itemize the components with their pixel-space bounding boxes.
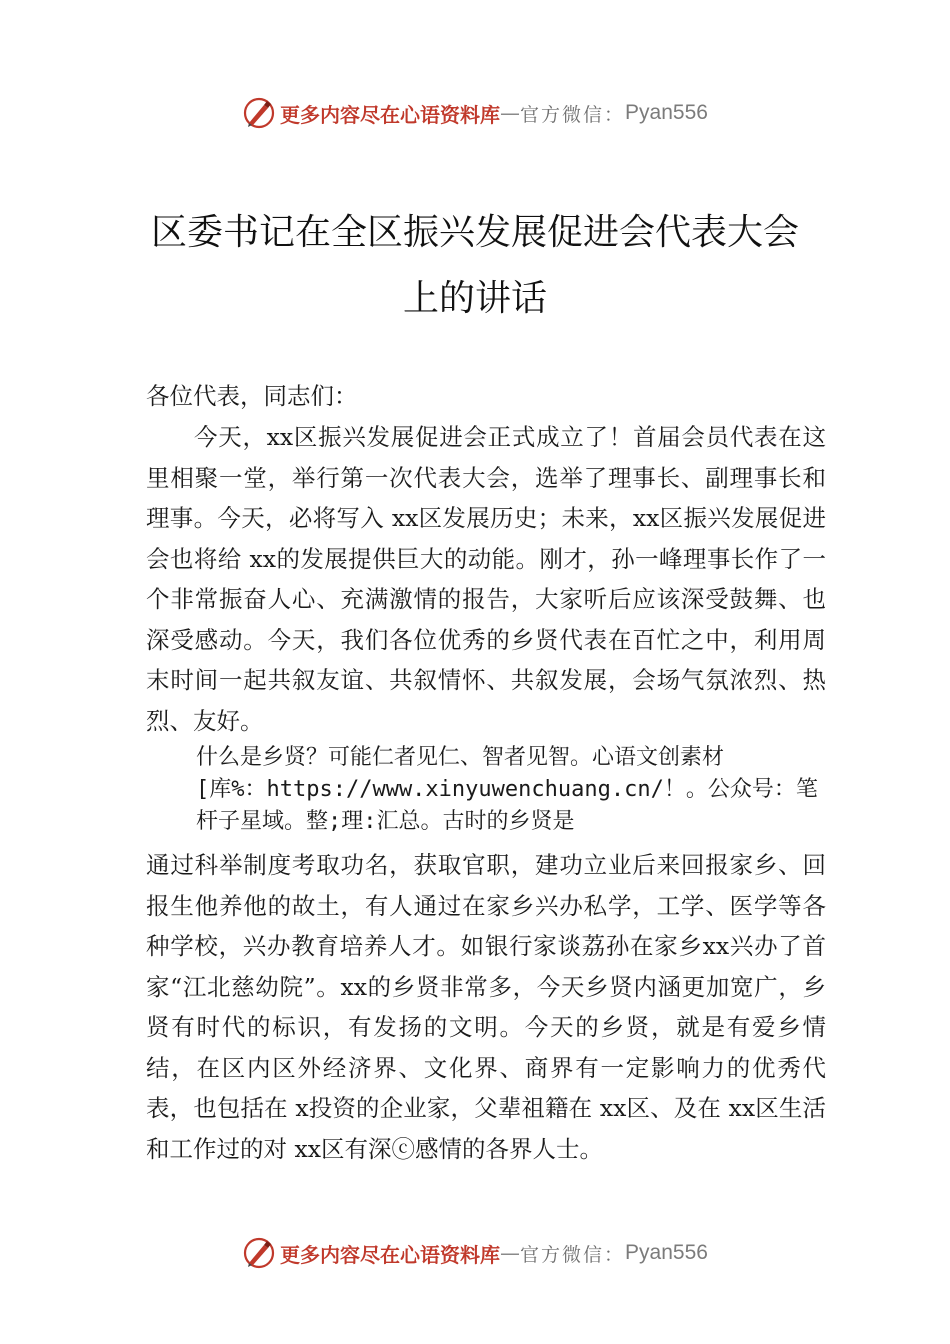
paragraph-2 [196,742,836,838]
paragraph-3: 通过科举制度考取功名，获取官职，建功立业后来回报家乡、回报生他养他的故土，有人通过在家乡兴办私学，工学、医学等各种学校，兴办教育培养人才。如银行家谈荔孙在家乡xx兴办了首家“江北慈幼院”。xx的乡贤非常多，今天乡贤内涵更加宽广，乡贤有时代的标识，有发扬的文明。今天的乡贤，就是有爱乡情结，在区内区外经济界、文化界、商界有一定影响力的优秀代表，也包括在 x投资的企业家，父辈祖籍在 xx区、及在 xx区生活和工作过的对 xx区有深ⓒ感情的各界人士。 [146,851,826,1163]
paragraph-2-line-1: 什么是乡贤？可能仁者见仁、智者见智。心语文创素材 [196,745,725,770]
brand-dash: — [500,1241,521,1265]
footer-watermark [0,1233,950,1273]
pen-logo-icon [242,96,276,130]
brand-text: 更多内容尽在心语资料库 [280,102,501,127]
header-watermark [0,93,950,133]
pen-logo-icon [242,1236,276,1270]
paragraph-2-line-3: 杆子星域。整;理:汇总。古时的乡贤是 [196,809,575,834]
paragraph-2-line-2: [库%：https://www.xinyuwenchuang.cn/！。公众号：笔 [196,777,818,802]
wechat-id: Pyan556 [625,1241,708,1264]
wechat-id: Pyan556 [625,101,708,124]
brand-text: 更多内容尽在心语资料库 [280,1242,501,1267]
salutation: 各位代表，同志们： [146,382,358,410]
wechat-label: 官方微信： [520,103,626,126]
document-title [0,200,950,332]
brand-dash: — [500,101,521,125]
paragraph-1: 今天，xx区振兴发展促进会正式成立了！首届会员代表在这里相聚一堂，举行第一次代表大会，选举了理事长、副理事长和理事。今天，必将写入 xx区发展历史；未来，xx区振兴发展促进会也将给 xx的发展提供巨大的动能。刚才，孙一峰理事长作了一个非常振奋人心、充满激情的报告，大家听后应该深受鼓舞、也深受感动。今天，我们各位优秀的乡贤代表在百忙之中，利用周末时间一起共叙友谊、共叙情怀、共叙发展，会场气氛浓烈、热烈、友好。 [146,423,826,735]
title-line-2: 上的讲话 [402,278,547,319]
title-line-1: 区委书记在全区振兴发展促进会代表大会 [150,212,799,253]
wechat-label: 官方微信： [520,1243,626,1266]
